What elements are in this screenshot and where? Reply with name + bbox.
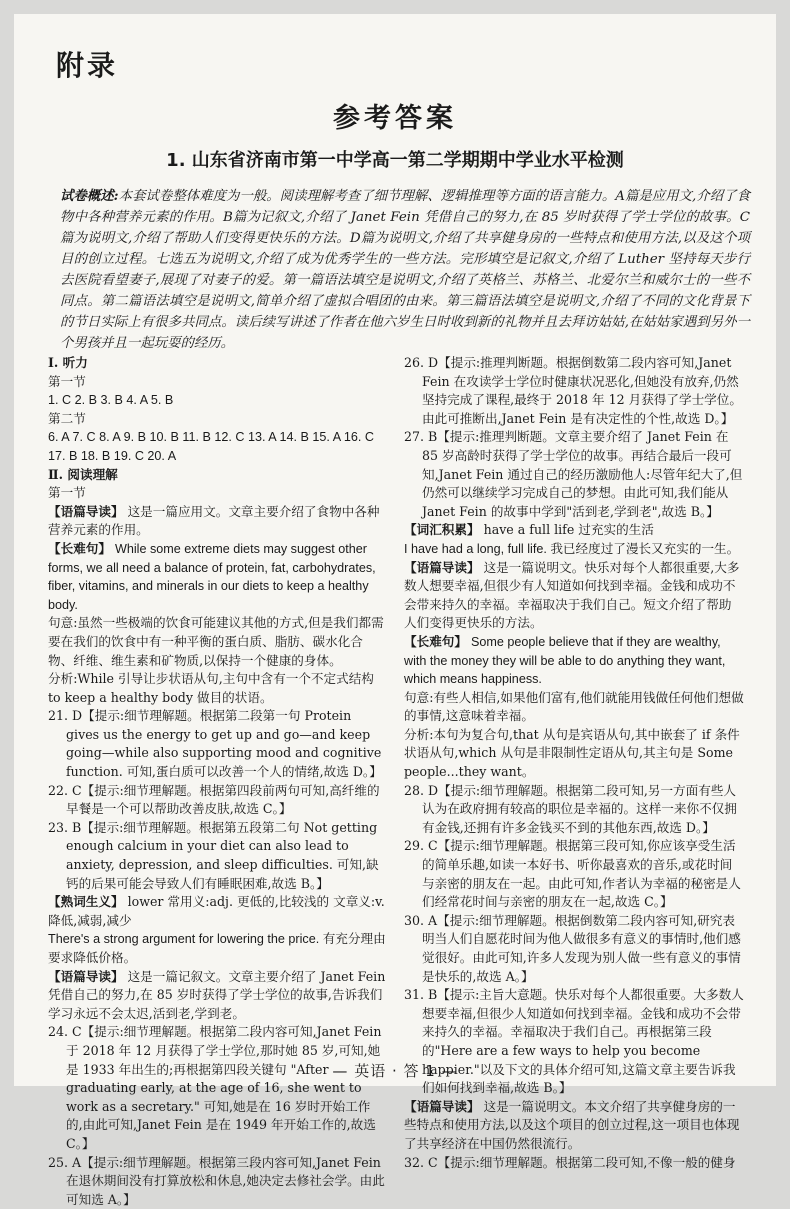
guide-tag: 【语篇导读】 <box>48 503 124 519</box>
answer-23: 23. B【提示:细节理解题。根据第五段第二句 Not getting enough calcium in your diet can also lead to anxiety, depression, and sleep difficulties. 可知,缺钙的后果可能会导致人们有睡眠困难,故选 B。】 <box>48 819 379 891</box>
guide-text: 这是一篇记叙文。文章主要介绍了 Janet Fein 凭借自己的努力,在 85 岁时获得了学士学位的故事,告诉我们学习永远不会太迟,活到老,学到老。 <box>48 968 386 1021</box>
answer-30: 30. A【提示:细节理解题。根据倒数第二段内容可知,研究表明当人们自愿花时间为他人做很多有意义的事情时,他们感觉很好。由此可知,许多人发现为别人做一些有意义的事情是快乐的,故选 A。】 <box>404 912 741 984</box>
long-sentence-text: While some extreme diets may suggest other forms, we all need a balance of protein, fat, carbohydrates, fiber, vitamins, and minerals in our diets to keep a healthy body. <box>48 541 376 612</box>
long-sentence-c <box>404 633 744 689</box>
vocab-text: lower 常用义:adj. 更低的,比较浅的 文章义:v. 降低,减弱,减少 <box>48 894 385 928</box>
exam-subtitle: 1. 山东省济南市第一中学高一第二学期期中学业水平检测 <box>166 150 624 171</box>
appendix-heading: 附录 <box>56 49 119 82</box>
guide-text: 这是一篇应用文。文章主要介绍了食物中各种营养元素的作用。 <box>48 503 380 538</box>
long-sentence-a-translation: 句意:虽然一些极端的饮食可能建议其他的方式,但是我们都需要在我们的饮食中有一种平衡的蛋白质、脂肪、碳水化合物、纤维、维生素和矿物质,以保持一个健康的身体。 <box>48 615 384 668</box>
word-note <box>404 521 744 540</box>
answer-31: 31. B【提示:主旨大意题。快乐对每个人都很重要。大多数人想要幸福,但很少人知道如何找到幸福。金钱和成功不会带来持久的幸福。幸福取决于我们自己。再根据第三段的"Here are a few ways to help you become happier."以及下文的具体介绍可知,这篇文章主要告诉我们如何找到幸福,故选 B。】 <box>404 987 744 1096</box>
listening-part1: 第一节 <box>48 373 86 389</box>
reading-part1: 第一节 <box>48 485 86 501</box>
vocab-example: There's a strong argument for lowering the price. 有充分理由要求降低价格。 <box>48 932 386 965</box>
word-example: I have had a long, full life. 我已经度过了漫长又充实的一生。 <box>404 541 740 556</box>
overview-label: 试卷概述: <box>60 188 119 204</box>
guide-text: 这是一篇说明文。快乐对每个人都很重要,大多数人想要幸福,但很少有人知道如何找到幸福。金钱和成功不会带来持久的幸福。幸福取决于我们自己。短文介绍了帮助人们变得更快乐的方法。 <box>404 559 740 631</box>
guide-text: 这是一篇说明文。本文介绍了共享健身房的一些特点和使用方法,以及这个项目的创立过程,这一项目也体现了共享经济在中国仍然很流行。 <box>404 1098 740 1151</box>
page-title: 参考答案 <box>333 103 457 134</box>
long-sentence-a-analysis: 分析:While 引导让步状语从句,主句中含有一个不定式结构 to keep a healthy body 做目的状语。 <box>48 671 374 705</box>
long-sentence-text: Some people believe that if they are wealthy, with the money they will be able to do anything they want, which means happiness. <box>404 634 726 687</box>
answer-25: 25. A【提示:细节理解题。根据第三段内容可知,Janet Fein 在退休期间没有打算放松和休息,她决定去修社会学。由此可知选 A。】 <box>48 1154 385 1207</box>
answer-26: 26. D【提示:推理判断题。根据倒数第二段内容可知,Janet Fein 在攻读学士学位时健康状况恶化,但她没有放弃,仍然坚持完成了课程,最终于 2018 年 12 月获得了学士学位。由此可推断出,Janet Fein 是有决定性的个性,故选 D。】 <box>404 355 742 426</box>
vocab-tag: 【熟词生义】 <box>48 894 124 910</box>
guide-tag: 【语篇导读】 <box>404 1098 480 1114</box>
page-footer: — 英语 · 答 1 — <box>332 1062 458 1080</box>
long-sentence-c-analysis: 分析:本句为复合句,that 从句是宾语从句,其中嵌套了 if 条件状语从句,which 从句是非限制性定语从句,其主句是 Some people...they want。 <box>404 726 740 780</box>
long-sentence-a <box>48 540 386 614</box>
vocab-note <box>48 893 386 930</box>
guide-tag: 【语篇导读】 <box>48 968 124 984</box>
long-tag: 【长难句】 <box>48 540 111 556</box>
passage-a-guide <box>48 503 386 540</box>
overview-text: 本套试卷整体难度为一般。阅读理解考查了细节理解、逻辑推理等方面的语言能力。A篇是应用文,介绍了食物中各种营养元素的作用。B篇为记叙文,介绍了 Janet Fein 凭借自己的努力,在 85 岁时获得了学士学位的故事。C篇为说明文,介绍了帮助人们变得更快乐的方法。D篇为说明文,介绍了共享健身房的一些特点和使用方法,以及这个项目的创立过程。七选五为说明文,介绍了成为优秀学生的一些方法。完形填空是记叙文,介绍了 Luther 坚持每天步行去医院看望妻子,展现了对妻子的爱。第一篇语法填空是说明文,介绍了英格兰、苏格兰、北爱尔兰和威尔士的一些不同点。第二篇语法填空是说明文,简单介绍了虚拟合唱团的由来。第三篇语法填空是说明文,介绍了不同的文化背景下的节日实际上有很多共同点。读后续写讲述了作者在他六岁生日时收到新的礼物并且去拜访姑姑,在姑姑家遇到另外一个男孩并且一起玩耍的经历。 <box>60 189 750 351</box>
answer-27: 27. B【提示:推理判断题。文章主要介绍了 Janet Fein 在 85 岁高龄时获得了学士学位的故事。再结合最后一段可知,Janet Fein 通过自己的经历激励他人:尽管年纪大了,但仍然可以继续学习完成自己的梦想。由此可知,我们能从 Janet Fein 的故事中学到"活到老,学到老",故选 B。】 <box>404 429 743 519</box>
passage-d-guide <box>404 1098 744 1154</box>
answer-28: 28. D【提示:细节理解题。根据第二段可知,另一方面有些人认为在政府拥有较高的职位是幸福的。这样一来你不仅拥有金钱,还拥有许多金钱买不到的其他东西,故选 D。】 <box>404 782 737 835</box>
answer-24: 24. C【提示:细节理解题。根据第二段内容可知,Janet Fein 于 2018 年 12 月获得了学士学位,那时她 85 岁,可知,她是 1933 年出生的;再根据第四段关键句 "After graduating early, at the age of 16, she went to work as a secretary." 可知,她是在 16 岁时开始工作的,由此可知,Janet Fein 是在 1949 年开始工作的,故选 C。】 <box>48 1024 382 1151</box>
long-tag: 【长难句】 <box>404 633 467 649</box>
word-tag: 【词汇积累】 <box>404 522 480 538</box>
answer-21: 21. D【提示:细节理解题。根据第二段第一句 Protein gives us the energy to get up and go—and keep going—while also supporting mood and cognitive function. 可知,蛋白质可以改善一个人的情绪,故选 D。】 <box>48 708 382 780</box>
guide-tag: 【语篇导读】 <box>404 559 480 575</box>
answer-page <box>14 14 776 1207</box>
passage-c-guide <box>404 559 744 633</box>
right-column <box>404 354 744 1172</box>
reading-heading: Ⅱ. 阅读理解 <box>48 466 118 482</box>
word-text: have a full life 过充实的生活 <box>483 522 654 538</box>
answer-22: 22. C【提示:细节理解题。根据第四段前两句可知,高纤维的早餐是一个可以帮助改善皮肤,故选 C。】 <box>48 782 380 817</box>
overview-paragraph <box>60 186 750 354</box>
passage-b-guide <box>48 968 386 1024</box>
listening-heading: Ⅰ. 听力 <box>48 355 88 370</box>
listening-part2-answers: 6. A 7. C 8. A 9. B 10. B 11. B 12. C 13. A 14. B 15. A 16. C 17. B 18. B 19. C 20. A <box>48 430 375 463</box>
answer-29: 29. C【提示:细节理解题。根据第三段可知,你应该享受生活的简单乐趣,如读一本好书、听你最喜欢的音乐,或花时间与亲密的朋友在一起。由此可知,作者认为幸福的秘密是人们经常花时间与亲密的朋友在一起,故选 C。】 <box>404 838 741 910</box>
listening-part1-answers: 1. C 2. B 3. B 4. A 5. B <box>48 393 174 408</box>
long-sentence-c-translation: 句意:有些人相信,如果他们富有,他们就能用钱做任何他们想做的事情,这意味着幸福。 <box>404 689 744 724</box>
answer-32: 32. C【提示:细节理解题。根据第二段可知,不像一般的健身 <box>404 1154 736 1170</box>
listening-part2: 第二节 <box>48 410 86 426</box>
